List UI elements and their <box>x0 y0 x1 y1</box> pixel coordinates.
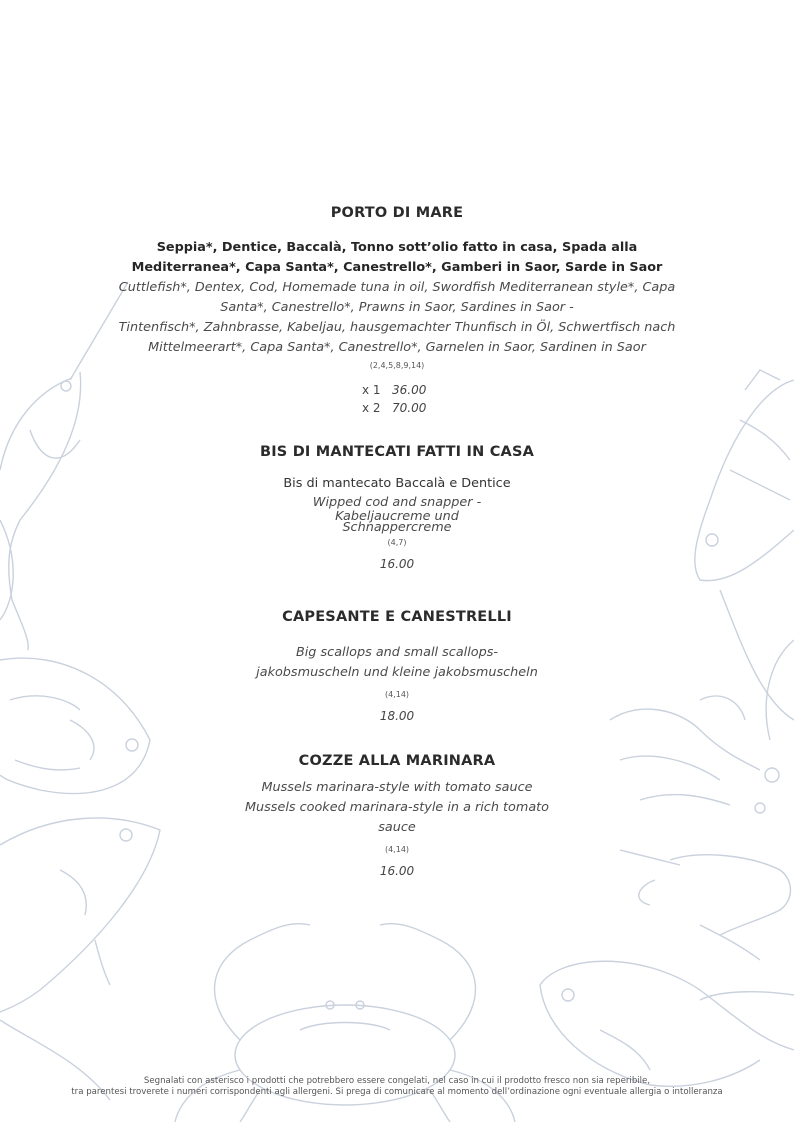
footer-line: tra parentesi troverete i numeri corrispondenti agli allergeni. Si prega di comunicare al momento dell’ordinazione ogni eventuale allergia o intolleranza <box>71 1087 723 1097</box>
section-title-porto-di-mare: PORTO DI MARE <box>330 205 464 221</box>
section-capesante <box>97 643 697 723</box>
translation-line: Mussels marinara-style with tomato sauce <box>261 780 533 795</box>
section-porto-di-mare <box>97 238 697 372</box>
price-value: 16.00 <box>379 864 415 878</box>
price-value: 18.00 <box>379 709 415 723</box>
footer-line: Segnalati con asterisco i prodotti che potrebbero essere congelati, nel caso in cui il prodotto fresco non sia reperibile, <box>143 1076 651 1086</box>
section-cozze <box>97 778 697 878</box>
price-quantity: x 2 <box>362 401 381 415</box>
price-value: 16.00 <box>379 557 415 571</box>
allergen-codes: (4,14) <box>384 690 410 699</box>
translation-line: Cuttlefish*, Dentex, Cod, Homemade tuna in oil, Swordfish Mediterranean style*, Capa <box>118 280 676 295</box>
price-value: 70.00 <box>392 401 427 415</box>
translation-line: Mittelmeerart*, Capa Santa*, Canestrello*, Garnelen in Saor, Sardinen in Saor <box>148 340 646 355</box>
translation-line: Mussels cooked marinara-style in a rich tomato <box>244 800 550 815</box>
translation-line: Schnappercreme <box>342 520 452 535</box>
translation-line: Tintenfisch*, Zahnbrasse, Kabeljau, hausgemachter Thunfisch in Öl, Schwertfisch nach <box>118 320 676 335</box>
translation-line: Wipped cod and snapper - <box>312 495 482 510</box>
italian-description-line: Bis di mantecato Baccalà e Dentice <box>283 476 511 491</box>
section-bis-di-mantecati <box>97 474 697 571</box>
italian-description-line: Seppia*, Dentice, Baccalà, Tonno sott’olio fatto in casa, Spada alla <box>156 240 638 255</box>
section-title-cozze: COZZE ALLA MARINARA <box>298 753 496 769</box>
translation-line: Big scallops and small scallops- <box>295 645 499 660</box>
translation-line: sauce <box>378 820 416 835</box>
translation-line: jakobsmuscheln und kleine jakobsmuscheln <box>256 665 538 680</box>
price-value: 36.00 <box>392 383 427 397</box>
translation-line: Santa*, Canestrello*, Prawns in Saor, Sardines in Saor - <box>220 300 574 315</box>
allergen-footer-note <box>0 1076 794 1098</box>
price-quantity: x 1 <box>362 383 381 397</box>
pomfret-illustration <box>540 961 794 1086</box>
allergen-codes: (4,7) <box>387 538 407 547</box>
italian-description-line: Mediterranea*, Capa Santa*, Canestrello*, Gamberi in Saor, Sarde in Saor <box>131 260 663 275</box>
allergen-codes: (4,14) <box>384 845 410 854</box>
translation-line: Kabeljaucreme und <box>335 509 459 524</box>
section-title-bis-di-mantecati: BIS DI MANTECATI FATTI IN CASA <box>259 444 535 460</box>
allergen-codes: (2,4,5,8,9,14) <box>369 361 425 370</box>
section-title-capesante: CAPESANTE E CANESTRELLI <box>282 609 512 625</box>
trout-illustration <box>695 370 794 581</box>
